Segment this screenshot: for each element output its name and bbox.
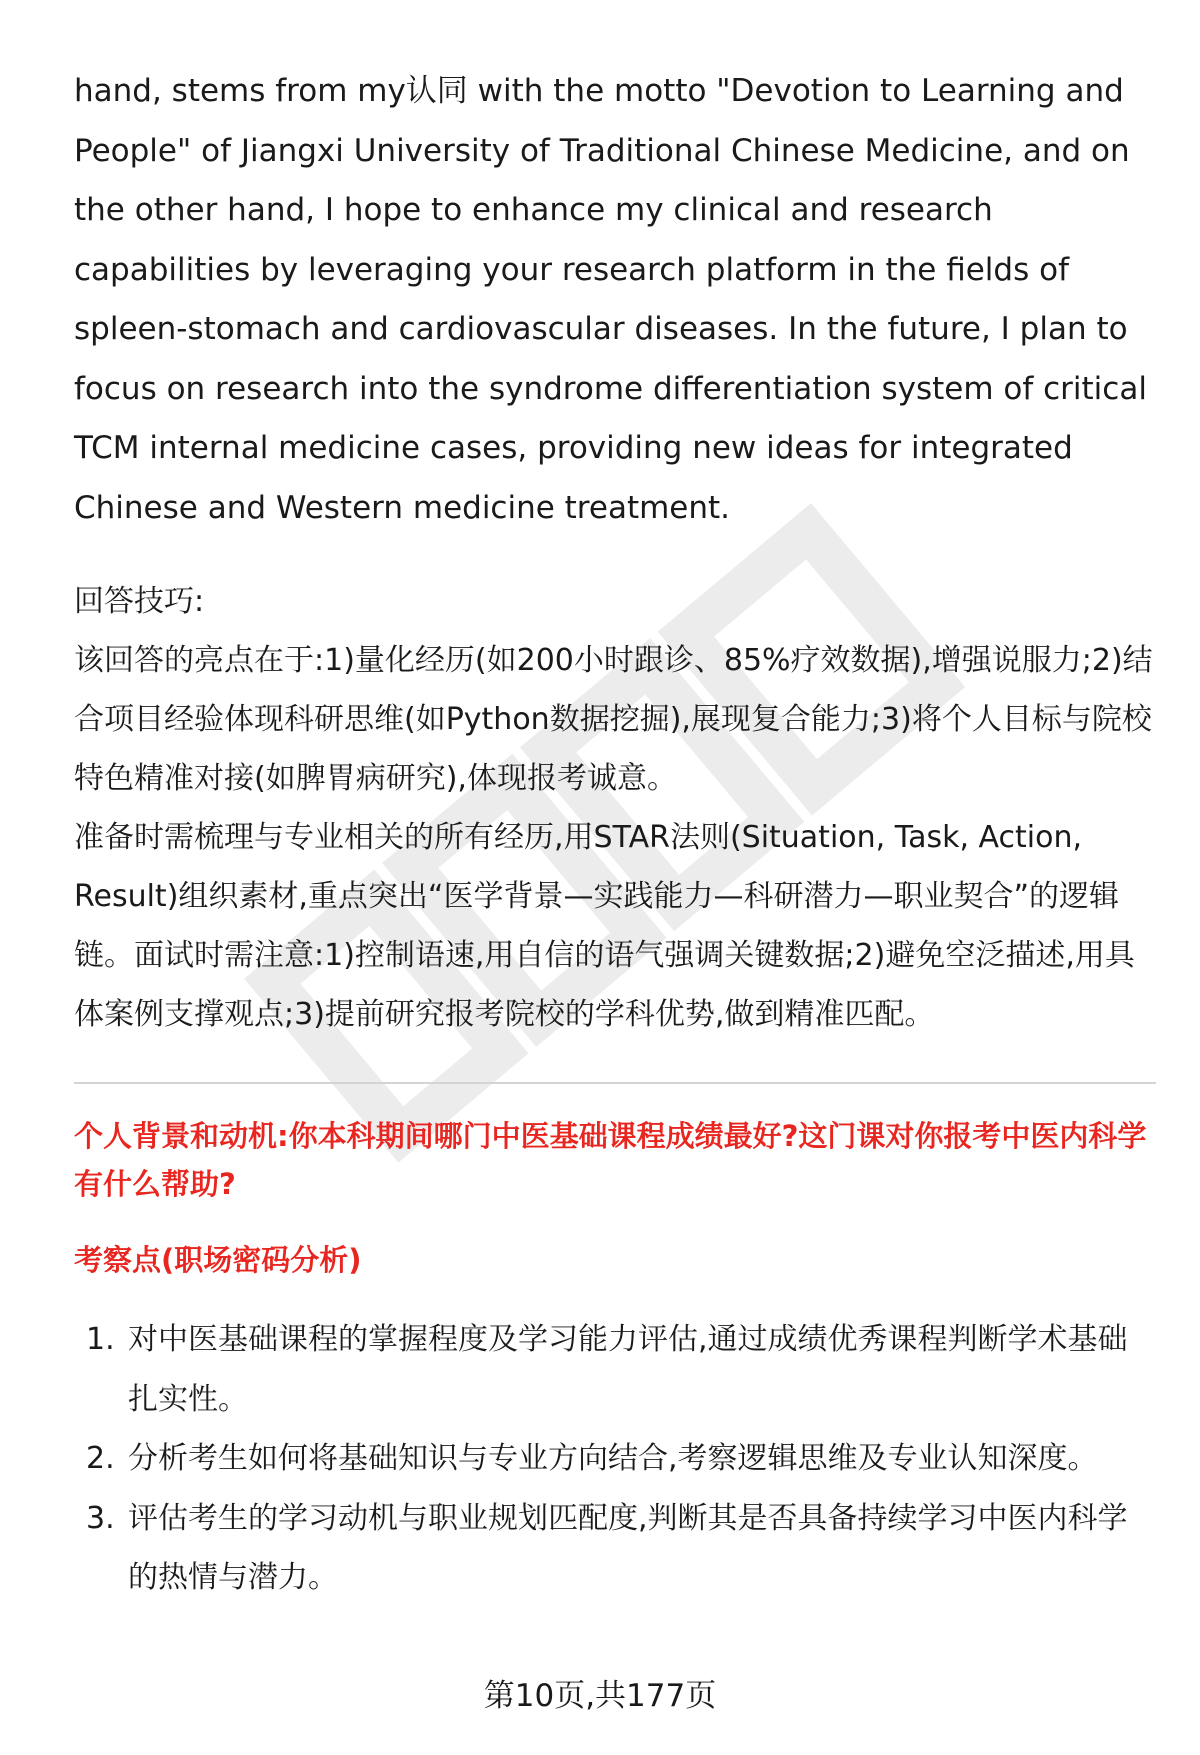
tips-heading: 回答技巧: (74, 584, 205, 619)
page-footer: 第10页,共177页 (483, 1678, 717, 1714)
list-item-text: 对中医基础课程的掌握程度及学习能力评估,通过成绩优秀课程判断学术基础扎实性。 (128, 1322, 1128, 1417)
tips-paragraph-2: 准备时需梳理与专业相关的所有经历,用STAR法则(Situation, Task, Action, Result)组织素材,重点突出“医学背景—实践能力—科研潜力—职业契合”的逻辑链。面试时需注意:1)控制语速,用自信的语气强调关键数据;2)避免空泛描述,用具体案例支撑观点;3)提前研究报考院校的学科优势,做到精准匹配。 (74, 820, 1135, 1032)
intro-paragraph: hand, stems from my认同 with the motto "Devotion to Learning and People" of Jiangxi University of Traditional Chinese Medicine, and on the other hand, I hope to enhance my clinical and research capabilities by leveraging your research platform in the fields of spleen-stomach and cardiovascular diseases. In the future, I plan to focus on research into the syndrome differentiation system of critical TCM internal medicine cases, providing new ideas for integrated Chinese and Western medicine treatment. (74, 73, 1147, 526)
document-page (74, 62, 1156, 1608)
list-item (74, 1429, 1156, 1489)
question-heading: 个人背景和动机:你本科期间哪门中医基础课程成绩最好?这门课对你报考中医内科学有什么帮助? (74, 1119, 1147, 1201)
assessment-heading: 考察点(职场密码分析) (74, 1243, 362, 1277)
list-item-number: 3. (86, 1500, 115, 1536)
section-divider (74, 1082, 1156, 1084)
list-item-text: 分析考生如何将基础知识与专业方向结合,考察逻辑思维及专业认知深度。 (128, 1441, 1098, 1476)
answer-tips (74, 572, 1156, 1044)
tips-paragraph-1: 该回答的亮点在于:1)量化经历(如200小时跟诊、85%疗效数据),增强说服力;2)结合项目经验体现科研思维(如Python数据挖掘),展现复合能力;3)将个人目标与院校特色精准对接(如脾胃病研究),体现报考诚意。 (74, 643, 1153, 796)
list-item (74, 1310, 1156, 1429)
list-item-number: 2. (86, 1441, 115, 1476)
list-item-number: 1. (86, 1322, 115, 1357)
list-item-text: 评估考生的学习动机与职业规划匹配度,判断其是否具备持续学习中医内科学的热情与潜力。 (128, 1500, 1128, 1595)
list-item (74, 1489, 1156, 1608)
assessment-list (74, 1310, 1156, 1608)
